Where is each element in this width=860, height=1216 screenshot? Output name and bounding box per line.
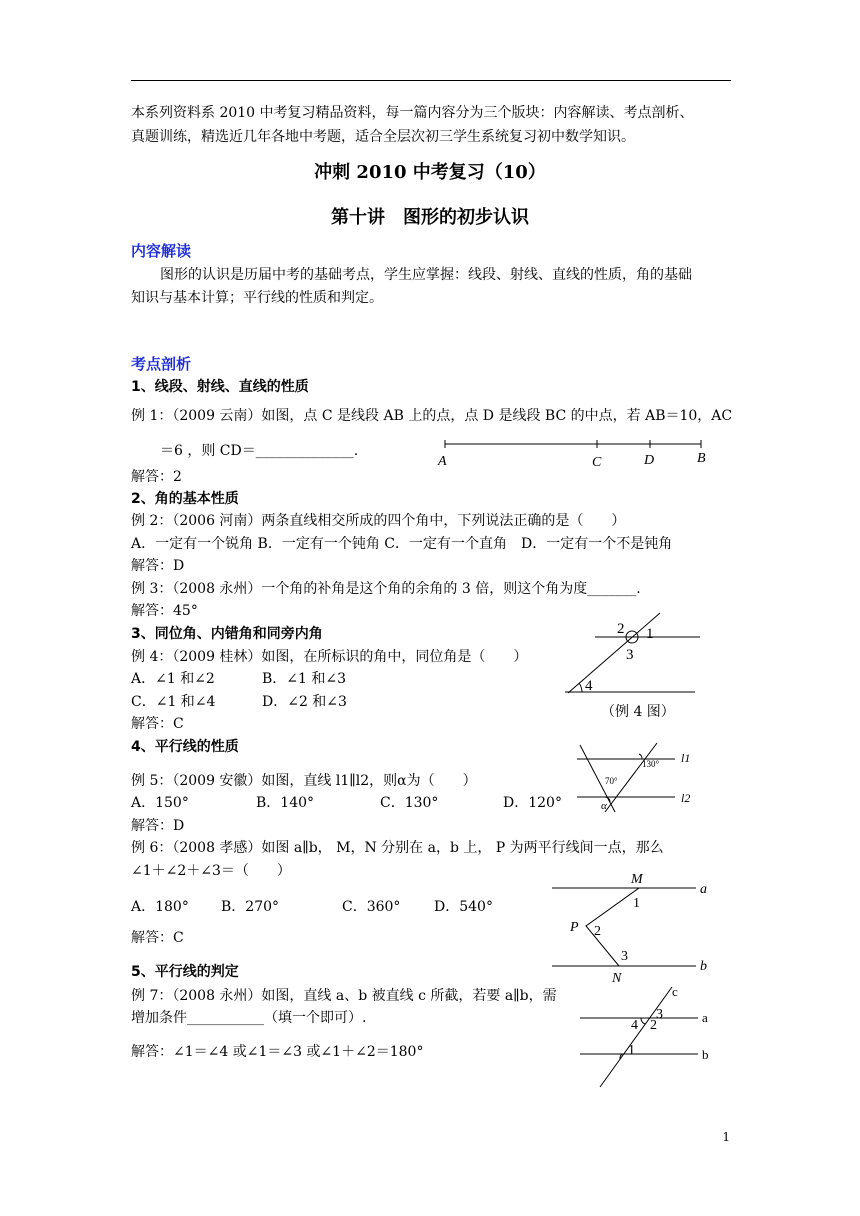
- example-4-option-d: D．∠2 和∠3: [262, 694, 347, 710]
- angle-label-1: 1: [633, 896, 640, 911]
- parallel-figure-6: [548, 866, 718, 986]
- example-3-answer: 解答：45°: [131, 603, 198, 619]
- transversal-figure-7: [578, 982, 718, 1092]
- document-title: 冲刺 2010 中考复习（10）: [314, 162, 546, 183]
- line-label-l2: l2: [681, 791, 691, 805]
- angle-label-4: 4: [631, 1018, 638, 1033]
- angle-label-130: 130°: [642, 759, 660, 769]
- line-label-a: a: [702, 1010, 708, 1025]
- topic-heading-3: 3、同位角、内错角和同旁内角: [131, 626, 323, 642]
- angle-label-2: 2: [594, 924, 601, 939]
- topic-heading-4: 4、平行线的性质: [131, 739, 239, 755]
- line-label-b: b: [700, 959, 707, 974]
- parallel-figure-5: [565, 740, 705, 815]
- example-7-answer: 解答：∠1＝∠4 或∠1＝∠3 或∠1＋∠2＝180°: [131, 1044, 424, 1060]
- example-3-question: 例 3：（2008 永州）一个角的补角是这个角的余角的 3 倍，则这个角为度_______.: [131, 581, 641, 597]
- example-6-answer: 解答：C: [131, 930, 184, 946]
- angle-label-4: 4: [585, 678, 593, 694]
- line-label-b: b: [702, 1047, 709, 1062]
- example-5-question: 例 5：（2009 安徽）如图，直线 l1∥l2，则α为（ ）: [131, 773, 477, 789]
- example-1-answer: 解答：2: [131, 469, 182, 485]
- example-4-answer: 解答：C: [131, 716, 184, 732]
- example-5-option-a: A．150°: [131, 795, 189, 811]
- content-line-2: 知识与基本计算；平行线的性质和判定。: [131, 290, 383, 306]
- example-6-question: 例 6：（2008 孝感）如图 a∥b， M，N 分别在 a，b 上， P 为两平行线间一点，那么: [131, 840, 664, 856]
- angle-label-2: 2: [617, 621, 625, 637]
- example-4-option-b: B．∠1 和∠3: [262, 671, 347, 687]
- angle-label-3: 3: [626, 647, 634, 663]
- angle-label-1: 1: [646, 626, 654, 642]
- angle-label-70: 70°: [605, 776, 618, 786]
- page-number: 1: [722, 1130, 730, 1144]
- example-2-answer: 解答：D: [131, 558, 185, 574]
- example-6-option-c: C．360°: [342, 899, 401, 915]
- point-label-n: N: [612, 971, 622, 986]
- example-7-question: 例 7：（2008 永州）如图，直线 a、b 被直线 c 所截，若要 a∥b，需: [131, 988, 557, 1004]
- example-6-option-d: D．540°: [434, 899, 493, 915]
- example-1-blank: ＝6 ，则 CD＝______________.: [160, 443, 359, 459]
- example-4-option-a: A．∠1 和∠2: [131, 671, 215, 687]
- topic-heading-1: 1、线段、射线、直线的性质: [131, 379, 309, 395]
- lecture-title: 第十讲 图形的初步认识: [331, 207, 529, 228]
- section-heading-content: 内容解读: [131, 242, 192, 260]
- segment-figure: [436, 434, 726, 472]
- intro-line-2: 真题训练，精选近几年各地中考题，适合全层次初三学生系统复习初中数学知识。: [131, 129, 635, 145]
- line-label-l1: l1: [681, 751, 691, 765]
- point-label-b: B: [697, 451, 706, 466]
- angle-label-1: 1: [628, 1043, 635, 1058]
- example-7-blank: 增加条件___________（填一个即可）.: [131, 1010, 367, 1026]
- example-5-option-d: D．120°: [503, 795, 562, 811]
- angle-figure-4: [560, 610, 710, 700]
- example-4-option-c: C．∠1 和∠4: [131, 694, 216, 710]
- line-label-a: a: [700, 882, 707, 897]
- point-label-d: D: [644, 453, 655, 468]
- topic-heading-2: 2、角的基本性质: [131, 491, 239, 507]
- angle-label-3: 3: [656, 1007, 663, 1022]
- example-1-question: 例 1：（2009 云南）如图，点 C 是线段 AB 上的点，点 D 是线段 BC 的中点，若 AB＝10，AC: [131, 408, 733, 424]
- topic-heading-5: 5、平行线的判定: [131, 964, 239, 980]
- intro-line-1: 本系列资料系 2010 中考复习精品资料，每一篇内容分为三个版块：内容解读、考点剖析、: [131, 105, 694, 121]
- figure-4-caption: （例 4 图）: [601, 704, 675, 720]
- section-heading-analysis: 考点剖析: [131, 355, 192, 373]
- example-6-option-b: B．270°: [221, 899, 280, 915]
- example-2-question: 例 2：（2006 河南）两条直线相交所成的四个角中，下列说法正确的是（ ）: [131, 513, 626, 529]
- line-label-c: c: [672, 984, 678, 999]
- point-label-c: C: [592, 455, 602, 470]
- example-6-option-a: A．180°: [131, 899, 189, 915]
- example-6-expression: ∠1＋∠2＋∠3＝（ ）: [131, 863, 291, 879]
- example-5-answer: 解答：D: [131, 818, 185, 834]
- angle-label-alpha: α: [601, 800, 607, 812]
- header-rule: [131, 80, 731, 81]
- angle-label-3: 3: [621, 949, 628, 964]
- example-5-option-b: B．140°: [256, 795, 315, 811]
- example-4-question: 例 4：（2009 桂林）如图，在所标识的角中，同位角是（ ）: [131, 649, 528, 665]
- content-line-1: 图形的认识是历届中考的基础考点，学生应掌握：线段、射线、直线的性质，角的基础: [160, 267, 692, 283]
- example-2-options: A．一定有一个锐角 B．一定有一个钝角 C．一定有一个直角 D．一定有一个不是钝角: [131, 536, 673, 552]
- point-label-p: P: [570, 920, 579, 935]
- angle-label-2: 2: [650, 1018, 657, 1033]
- point-label-a: A: [438, 454, 447, 469]
- example-5-option-c: C．130°: [380, 795, 439, 811]
- point-label-m: M: [631, 872, 643, 887]
